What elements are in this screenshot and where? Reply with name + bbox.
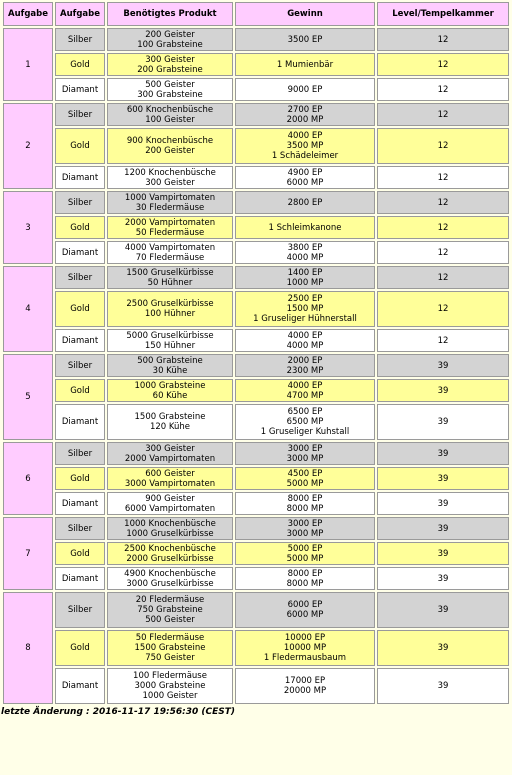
produkt-cell: 50 Fledermäuse 1500 Grabsteine 750 Geister xyxy=(107,630,233,666)
level-cell: 39 xyxy=(377,442,509,465)
tier-cell: Diamant xyxy=(55,241,105,264)
header-row xyxy=(3,2,509,26)
gewinn-cell: 1400 EP 1000 MP xyxy=(235,266,375,289)
table-row xyxy=(3,53,509,76)
produkt-cell: 200 Geister 100 Grabsteine xyxy=(107,28,233,51)
gewinn-cell: 1 Mumienbär xyxy=(235,53,375,76)
aufgabe-number: 2 xyxy=(3,103,53,189)
produkt-cell: 2000 Vampirtomaten 50 Fledermäuse xyxy=(107,216,233,239)
level-cell: 39 xyxy=(377,467,509,490)
header-produkt: Benötigtes Produkt xyxy=(107,2,233,26)
tier-cell: Gold xyxy=(55,467,105,490)
produkt-cell: 1000 Vampirtomaten 30 Fledermäuse xyxy=(107,191,233,214)
level-cell: 39 xyxy=(377,668,509,704)
tier-cell: Silber xyxy=(55,517,105,540)
tier-cell: Silber xyxy=(55,354,105,377)
tier-cell: Silber xyxy=(55,103,105,126)
gewinn-cell: 3000 EP 3000 MP xyxy=(235,442,375,465)
aufgabe-number: 8 xyxy=(3,592,53,704)
tier-cell: Diamant xyxy=(55,567,105,590)
produkt-cell: 4000 Vampirtomaten 70 Fledermäuse xyxy=(107,241,233,264)
gewinn-cell: 3500 EP xyxy=(235,28,375,51)
level-cell: 39 xyxy=(377,517,509,540)
level-cell: 12 xyxy=(377,241,509,264)
tier-cell: Diamant xyxy=(55,78,105,101)
produkt-cell: 600 Geister 3000 Vampirtomaten xyxy=(107,467,233,490)
produkt-cell: 1000 Knochenbüsche 1000 Gruselkürbisse xyxy=(107,517,233,540)
table-row xyxy=(3,241,509,264)
level-cell: 12 xyxy=(377,78,509,101)
produkt-cell: 900 Geister 6000 Vampirtomaten xyxy=(107,492,233,515)
produkt-cell: 1200 Knochenbüsche 300 Geister xyxy=(107,166,233,189)
tier-cell: Gold xyxy=(55,630,105,666)
gewinn-cell: 2000 EP 2300 MP xyxy=(235,354,375,377)
produkt-cell: 500 Geister 300 Grabsteine xyxy=(107,78,233,101)
aufgabe-number: 5 xyxy=(3,354,53,440)
table-row xyxy=(3,379,509,402)
gewinn-cell: 2700 EP 2000 MP xyxy=(235,103,375,126)
table-row xyxy=(3,354,509,377)
gewinn-cell: 6500 EP 6500 MP 1 Gruseliger Kuhstall xyxy=(235,404,375,440)
table-row xyxy=(3,28,509,51)
tier-cell: Silber xyxy=(55,191,105,214)
level-cell: 39 xyxy=(377,630,509,666)
tier-cell: Gold xyxy=(55,291,105,327)
gewinn-cell: 17000 EP 20000 MP xyxy=(235,668,375,704)
table-row xyxy=(3,492,509,515)
gewinn-cell: 2500 EP 1500 MP 1 Gruseliger Hühnerstall xyxy=(235,291,375,327)
level-cell: 12 xyxy=(377,28,509,51)
tier-cell: Gold xyxy=(55,379,105,402)
gewinn-cell: 6000 EP 6000 MP xyxy=(235,592,375,628)
produkt-cell: 20 Fledermäuse 750 Grabsteine 500 Geister xyxy=(107,592,233,628)
table-row xyxy=(3,542,509,565)
produkt-cell: 1500 Grabsteine 120 Kühe xyxy=(107,404,233,440)
produkt-cell: 2500 Gruselkürbisse 100 Hühner xyxy=(107,291,233,327)
tier-cell: Silber xyxy=(55,442,105,465)
tier-cell: Diamant xyxy=(55,329,105,352)
tier-cell: Gold xyxy=(55,128,105,164)
produkt-cell: 300 Geister 2000 Vampirtomaten xyxy=(107,442,233,465)
level-cell: 12 xyxy=(377,53,509,76)
level-cell: 12 xyxy=(377,291,509,327)
table-row xyxy=(3,517,509,540)
header-aufgabe: Aufgabe xyxy=(3,2,53,26)
gewinn-cell: 10000 EP 10000 MP 1 Fledermausbaum xyxy=(235,630,375,666)
table-row xyxy=(3,592,509,628)
produkt-cell: 2500 Knochenbüsche 2000 Gruselkürbisse xyxy=(107,542,233,565)
table-row xyxy=(3,266,509,289)
produkt-cell: 300 Geister 200 Grabsteine xyxy=(107,53,233,76)
gewinn-cell: 9000 EP xyxy=(235,78,375,101)
aufgabe-number: 6 xyxy=(3,442,53,515)
gewinn-cell: 1 Schleimkanone xyxy=(235,216,375,239)
header-gewinn: Gewinn xyxy=(235,2,375,26)
level-cell: 12 xyxy=(377,166,509,189)
produkt-cell: 1000 Grabsteine 60 Kühe xyxy=(107,379,233,402)
gewinn-cell: 3000 EP 3000 MP xyxy=(235,517,375,540)
quest-table xyxy=(1,0,511,706)
table-row xyxy=(3,668,509,704)
gewinn-cell: 4000 EP 4000 MP xyxy=(235,329,375,352)
tier-cell: Diamant xyxy=(55,668,105,704)
gewinn-cell: 4900 EP 6000 MP xyxy=(235,166,375,189)
tier-cell: Gold xyxy=(55,542,105,565)
tier-cell: Gold xyxy=(55,216,105,239)
produkt-cell: 500 Grabsteine 30 Kühe xyxy=(107,354,233,377)
table-row xyxy=(3,329,509,352)
gewinn-cell: 5000 EP 5000 MP xyxy=(235,542,375,565)
gewinn-cell: 4500 EP 5000 MP xyxy=(235,467,375,490)
level-cell: 12 xyxy=(377,103,509,126)
produkt-cell: 900 Knochenbüsche 200 Geister xyxy=(107,128,233,164)
level-cell: 39 xyxy=(377,379,509,402)
level-cell: 12 xyxy=(377,329,509,352)
level-cell: 12 xyxy=(377,216,509,239)
table-row xyxy=(3,166,509,189)
tier-cell: Diamant xyxy=(55,492,105,515)
produkt-cell: 5000 Gruselkürbisse 150 Hühner xyxy=(107,329,233,352)
table-row xyxy=(3,442,509,465)
table-row xyxy=(3,128,509,164)
table-row xyxy=(3,78,509,101)
gewinn-cell: 4000 EP 4700 MP xyxy=(235,379,375,402)
level-cell: 12 xyxy=(377,128,509,164)
aufgabe-number: 3 xyxy=(3,191,53,264)
gewinn-cell: 4000 EP 3500 MP 1 Schädeleimer xyxy=(235,128,375,164)
level-cell: 39 xyxy=(377,592,509,628)
table-row xyxy=(3,103,509,126)
tier-cell: Diamant xyxy=(55,404,105,440)
level-cell: 39 xyxy=(377,404,509,440)
table-body xyxy=(3,28,509,704)
level-cell: 12 xyxy=(377,266,509,289)
table-row xyxy=(3,216,509,239)
header-aufgabe-tier: Aufgabe xyxy=(55,2,105,26)
table-row xyxy=(3,291,509,327)
produkt-cell: 100 Fledermäuse 3000 Grabsteine 1000 Geister xyxy=(107,668,233,704)
header-level: Level/Tempelkammer xyxy=(377,2,509,26)
table-row xyxy=(3,191,509,214)
aufgabe-number: 7 xyxy=(3,517,53,590)
tier-cell: Silber xyxy=(55,28,105,51)
table-row xyxy=(3,404,509,440)
aufgabe-number: 1 xyxy=(3,28,53,101)
gewinn-cell: 8000 EP 8000 MP xyxy=(235,492,375,515)
tier-cell: Silber xyxy=(55,266,105,289)
tier-cell: Silber xyxy=(55,592,105,628)
tier-cell: Gold xyxy=(55,53,105,76)
gewinn-cell: 3800 EP 4000 MP xyxy=(235,241,375,264)
level-cell: 39 xyxy=(377,542,509,565)
level-cell: 39 xyxy=(377,492,509,515)
tier-cell: Diamant xyxy=(55,166,105,189)
level-cell: 39 xyxy=(377,567,509,590)
last-modified: letzte Änderung : 2016-11-17 19:56:30 (CEST) xyxy=(1,707,235,717)
produkt-cell: 4900 Knochenbüsche 3000 Gruselkürbisse xyxy=(107,567,233,590)
gewinn-cell: 8000 EP 8000 MP xyxy=(235,567,375,590)
produkt-cell: 600 Knochenbüsche 100 Geister xyxy=(107,103,233,126)
table-row xyxy=(3,467,509,490)
table-row xyxy=(3,630,509,666)
produkt-cell: 1500 Gruselkürbisse 50 Hühner xyxy=(107,266,233,289)
level-cell: 39 xyxy=(377,354,509,377)
level-cell: 12 xyxy=(377,191,509,214)
aufgabe-number: 4 xyxy=(3,266,53,352)
gewinn-cell: 2800 EP xyxy=(235,191,375,214)
table-row xyxy=(3,567,509,590)
